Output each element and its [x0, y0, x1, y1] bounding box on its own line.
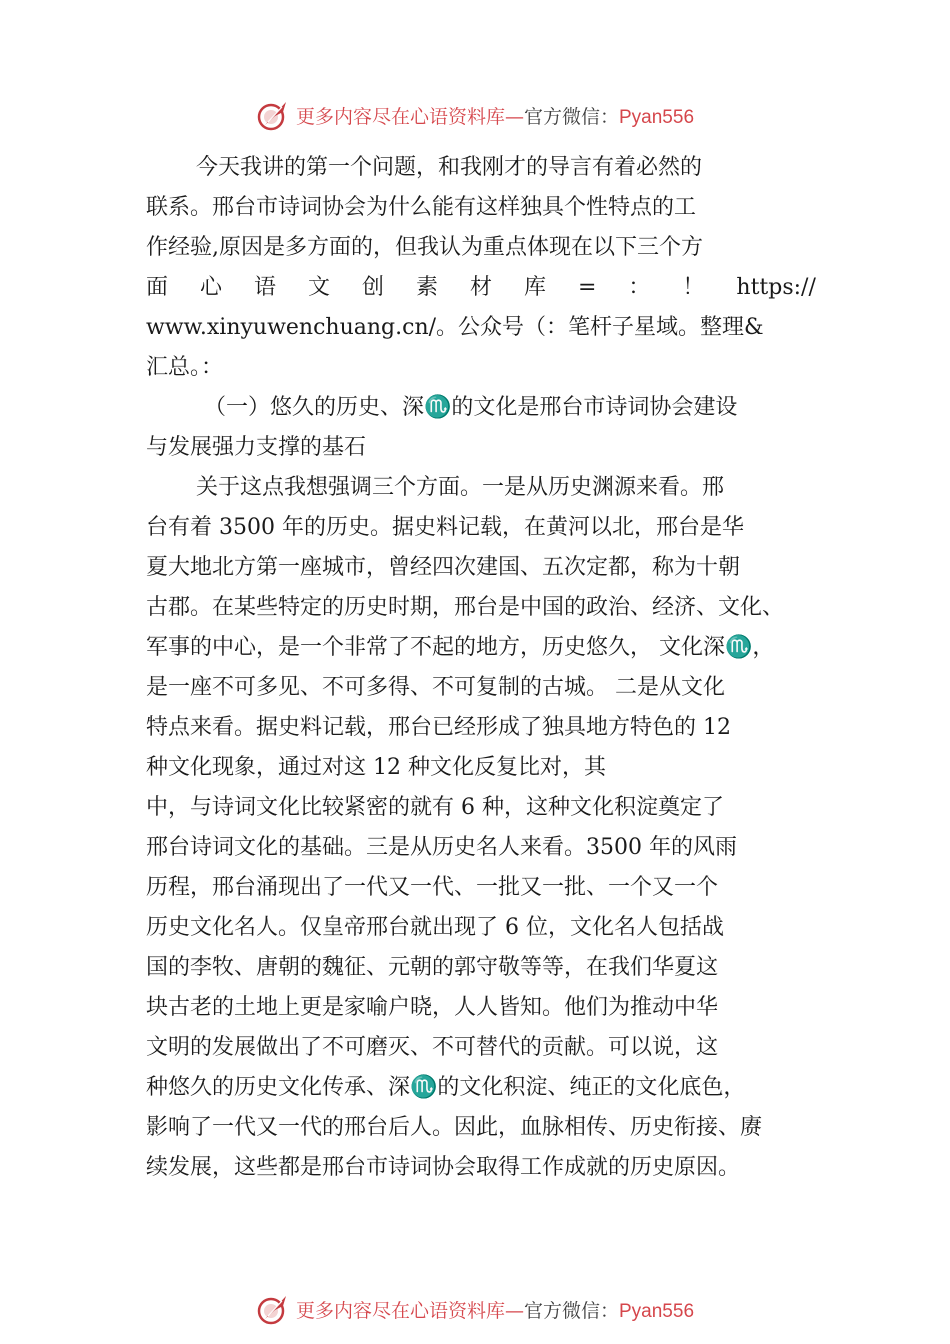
- spread-char: 语: [254, 275, 277, 300]
- text-line: 文明的发展做出了不可磨灭、不可替代的贡献。可以说，这: [146, 1035, 719, 1060]
- spread-char: 材: [470, 275, 493, 300]
- text-line: 国的李牧、唐朝的魏征、元朝的郭守敬等等，在我们华夏这: [146, 955, 719, 980]
- body-paragraph: [146, 468, 816, 1188]
- library-name: 更多内容尽在心语资料库: [295, 105, 505, 128]
- text-line: 中，与诗词文化比较紧密的就有 6 种，这种文化积淀奠定了: [146, 795, 724, 820]
- text-line: 历程，邢台涌现出了一代又一代、一批又一批、一个又一个: [146, 875, 719, 900]
- wechat-label: 官方微信：: [523, 105, 619, 128]
- library-name: 更多内容尽在心语资料库: [295, 1299, 505, 1322]
- text-line: 历史文化名人。仅皇帝邢台就出现了 6 位，文化名人包括战: [146, 915, 724, 940]
- spread-char: 面: [146, 275, 169, 300]
- document-body: [146, 148, 816, 1188]
- intro-paragraph: [146, 148, 816, 388]
- text-line: 作经验,原因是多方面的，但我认为重点体现在以下三个方: [146, 235, 703, 260]
- spread-char: 心: [200, 275, 223, 300]
- spread-url: https://: [736, 275, 816, 300]
- text-line: 联系。邢台市诗词协会为什么能有这样独具个性特点的工: [146, 195, 697, 220]
- spread-text-line: [146, 268, 816, 308]
- text-line: 特点来看。据史料记载，邢台已经形成了独具地方特色的 12: [146, 715, 731, 740]
- text-line: 台有着 3500 年的历史。据史料记载，在黄河以北，邢台是华: [146, 515, 744, 540]
- banner-dash: —: [504, 1299, 524, 1322]
- text-line: 今天我讲的第一个问题，和我刚才的导言有着必然的: [196, 155, 703, 180]
- text-line: 续发展，这些都是邢台市诗词协会取得工作成就的历史原因。: [146, 1155, 741, 1180]
- banner-dash: —: [504, 105, 524, 128]
- text-line: 汇总。：: [146, 355, 224, 380]
- heading-line: （一）悠久的历史、深♏的文化是邢台市诗词协会建设: [204, 395, 738, 420]
- spread-char: 素: [416, 275, 439, 300]
- wechat-label: 官方微信：: [523, 1299, 619, 1322]
- spread-char: 创: [362, 275, 385, 300]
- quill-logo-icon: [256, 98, 290, 132]
- wechat-id: Pyan556: [619, 106, 695, 128]
- wechat-id: Pyan556: [619, 1300, 695, 1322]
- footer-banner: [0, 1289, 950, 1329]
- spread-char: ：: [628, 275, 651, 300]
- heading-line: 与发展强力支撑的基石: [146, 435, 367, 460]
- text-line: 军事的中心，是一个非常了不起的地方，历史悠久， 文化深♏，: [146, 635, 775, 660]
- text-line: 关于这点我想强调三个方面。一是从历史渊源来看。邢: [196, 475, 725, 500]
- text-line: 种文化现象，通过对这 12 种文化反复比对，其: [146, 755, 606, 780]
- quill-logo-icon: [256, 1292, 290, 1326]
- text-line: 块古老的土地上更是家喻户晓，人人皆知。他们为推动中华: [146, 995, 719, 1020]
- header-text: [296, 102, 694, 129]
- spread-char: =: [578, 275, 597, 300]
- text-line: 是一座不可多见、不可多得、不可复制的古城。 二是从文化: [146, 675, 725, 700]
- text-line: 影响了一代又一代的邢台后人。因此，血脉相传、历史衔接、赓: [146, 1115, 763, 1140]
- header-banner: [0, 95, 950, 135]
- text-line: 古郡。在某些特定的历史时期，邢台是中国的政治、经济、文化、: [146, 595, 785, 620]
- footer-text: [296, 1296, 694, 1323]
- spread-char: 库: [524, 275, 547, 300]
- text-line: 夏大地北方第一座城市，曾经四次建国、五次定都，称为十朝: [146, 555, 741, 580]
- spread-char: ！: [682, 275, 705, 300]
- text-line: 种悠久的历史文化传承、深♏的文化积淀、纯正的文化底色，: [146, 1075, 746, 1100]
- spread-char: 文: [308, 275, 331, 300]
- text-line: 邢台诗词文化的基础。三是从历史名人来看。3500 年的风雨: [146, 835, 737, 860]
- section-heading: [146, 388, 816, 468]
- text-line: www.xinyuwenchuang.cn/。公众号（：笔杆子星域。整理&: [146, 315, 764, 340]
